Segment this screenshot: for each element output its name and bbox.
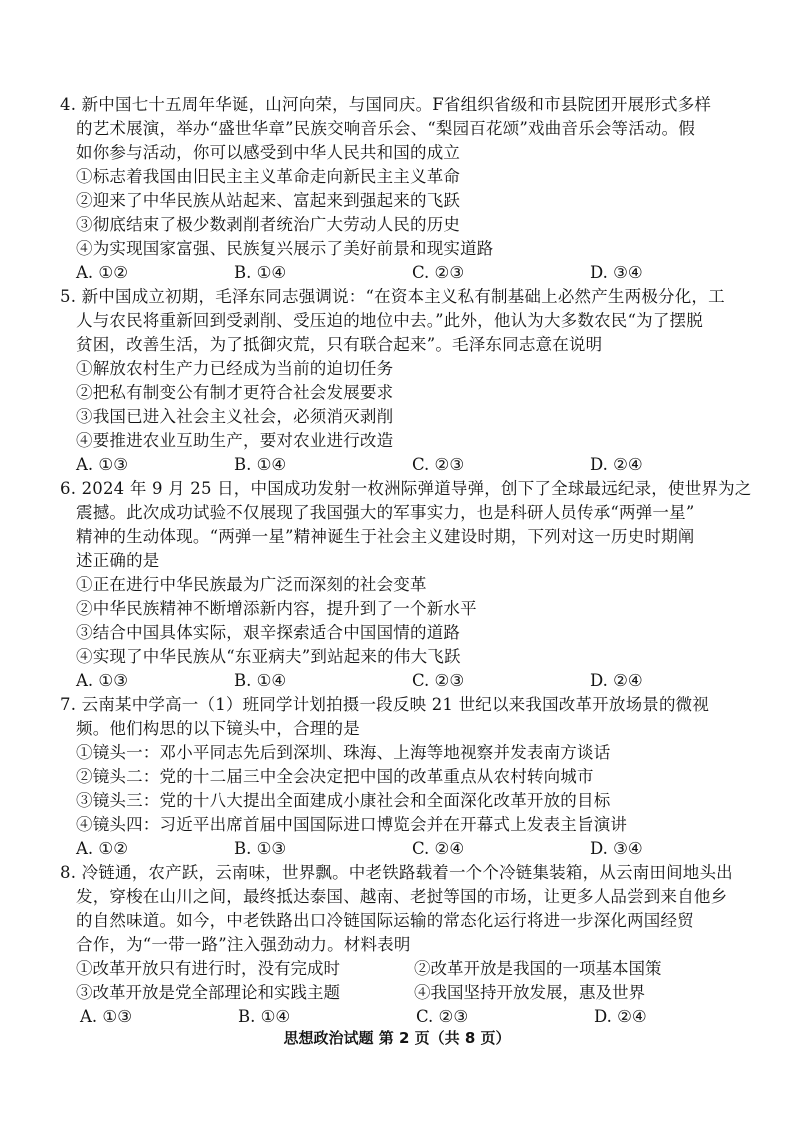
q6-option-b: B. ①④ bbox=[234, 671, 287, 690]
q8-option-b: B. ①④ bbox=[238, 1007, 291, 1026]
q8-stem-line-2: 发，穿梭在山川之间，最终抵达泰国、越南、老挝等国的市场，让更多人品尝到来自他乡 bbox=[76, 887, 728, 906]
q5-stem-line-1: 5. 新中国成立初期，毛泽东同志强调说：“在资本主义私有制基础上必然产生两极分化，工 bbox=[60, 287, 725, 306]
q6-stem-line-2: 震撼。此次成功试验不仅展现了我国强大的军事实力，也是科研人员传承“两弹一星” bbox=[76, 503, 695, 522]
q7-option-b: B. ①③ bbox=[234, 839, 287, 858]
q7-stem-line-2: 频。他们构思的以下镜头中，合理的是 bbox=[76, 719, 360, 738]
q7-statement-2: ②镜头二：党的十二届三中全会决定把中国的改革重点从农村转向城市 bbox=[76, 767, 594, 786]
q5-statement-4: ④要推进农业互助生产，要对农业进行改造 bbox=[76, 431, 394, 450]
q4-option-d: D. ③④ bbox=[590, 263, 643, 282]
q5-stem-line-3: 贫困，改善生活，为了抵御灾荒，只有联合起来”。毛泽东同志意在说明 bbox=[76, 335, 603, 354]
q6-stem-line-3: 精神的生动体现。“两弹一星”精神诞生于社会主义建设时期，下列对这一历史时期阐 bbox=[76, 527, 695, 546]
q5-option-d: D. ②④ bbox=[590, 455, 643, 474]
q6-statement-3: ③结合中国具体实际，艰辛探索适合中国国情的道路 bbox=[76, 623, 461, 642]
q8-stem-line-3: 的自然味道。如今，中老铁路出口冷链国际运输的常态化运行将进一步深化两国经贸 bbox=[76, 911, 694, 930]
q5-option-a: A. ①③ bbox=[76, 455, 128, 474]
q7-statement-1: ①镜头一：邓小平同志先后到深圳、珠海、上海等地视察并发表南方谈话 bbox=[76, 743, 611, 762]
q5-stem-line-2: 人与农民将重新回到受剥削、受压迫的地位中去。”此外，他认为大多数农民“为了摆脱 bbox=[76, 311, 703, 330]
q5-statement-2: ②把私有制变公有制才更符合社会发展要求 bbox=[76, 383, 394, 402]
q6-option-d: D. ②④ bbox=[590, 671, 643, 690]
q8-statement-2: ②改革开放是我国的一项基本国策 bbox=[414, 959, 662, 978]
q7-option-d: D. ③④ bbox=[590, 839, 643, 858]
q8-option-d: D. ②④ bbox=[594, 1007, 647, 1026]
q6-statement-2: ②中华民族精神不断增添新内容，提升到了一个新水平 bbox=[76, 599, 477, 618]
q6-option-a: A. ①③ bbox=[76, 671, 128, 690]
q7-statement-3: ③镜头三：党的十八大提出全面建成小康社会和全面深化改革开放的目标 bbox=[76, 791, 611, 810]
q6-statement-1: ①正在进行中华民族最为广泛而深刻的社会变革 bbox=[76, 575, 427, 594]
q4-stem-line-1: 4. 新中国七十五周年华诞，山河向荣，与国同庆。F省组织省级和市县院团开展形式多样 bbox=[60, 95, 712, 114]
q6-stem-line-4: 述正确的是 bbox=[76, 551, 160, 570]
q8-option-a: A. ①③ bbox=[80, 1007, 132, 1026]
q6-option-c: C. ②③ bbox=[412, 671, 465, 690]
q7-option-c: C. ②④ bbox=[412, 839, 465, 858]
q5-option-b: B. ①④ bbox=[234, 455, 287, 474]
q7-statement-4: ④镜头四：习近平出席首届中国国际进口博览会并在开幕式上发表主旨演讲 bbox=[76, 815, 628, 834]
q8-statement-3: ③改革开放是党全部理论和实践主题 bbox=[76, 983, 340, 1002]
q6-stem-line-1: 6. 2024 年 9 月 25 日，中国成功发射一枚洲际弹道导弹，创下了全球最远纪录，使世界为之 bbox=[60, 479, 752, 498]
q4-option-b: B. ①④ bbox=[234, 263, 287, 282]
q5-statement-1: ①解放农村生产力已经成为当前的迫切任务 bbox=[76, 359, 394, 378]
q7-option-a: A. ①② bbox=[76, 839, 128, 858]
page-footer: 思想政治试题 第 2 页（共 8 页） bbox=[283, 1029, 511, 1047]
q4-statement-3: ③彻底结束了极少数剥削者统治广大劳动人民的历史 bbox=[76, 215, 461, 234]
q4-statement-2: ②迎来了中华民族从站起来、富起来到强起来的飞跃 bbox=[76, 191, 461, 210]
q8-stem-line-1: 8. 冷链通，农产跃，云南味，世界飘。中老铁路载着一个个冷链集装箱，从云南田间地头出 bbox=[60, 863, 733, 882]
q4-stem-line-3: 如你参与活动，你可以感受到中华人民共和国的成立 bbox=[76, 143, 461, 162]
q4-option-c: C. ②③ bbox=[412, 263, 465, 282]
q8-statement-1: ①改革开放只有进行时，没有完成时 bbox=[76, 959, 340, 978]
q4-statement-1: ①标志着我国由旧民主主义革命走向新民主主义革命 bbox=[76, 167, 461, 186]
q5-option-c: C. ②③ bbox=[412, 455, 465, 474]
q4-statement-4: ④为实现国家富强、民族复兴展示了美好前景和现实道路 bbox=[76, 239, 494, 258]
q6-statement-4: ④实现了中华民族从“东亚病夫”到站起来的伟大飞跃 bbox=[76, 647, 461, 666]
q8-stem-line-4: 合作，为“一带一路”注入强劲动力。材料表明 bbox=[76, 935, 411, 954]
q8-statement-4: ④我国坚持开放发展，惠及世界 bbox=[414, 983, 645, 1002]
q4-stem-line-2: 的艺术展演，举办“盛世华章”民族交响音乐会、“梨园百花颂”戏曲音乐会等活动。假 bbox=[76, 119, 696, 138]
q5-statement-3: ③我国已进入社会主义社会，必须消灭剥削 bbox=[76, 407, 394, 426]
q4-option-a: A. ①② bbox=[76, 263, 128, 282]
q8-option-c: C. ②③ bbox=[416, 1007, 469, 1026]
q7-stem-line-1: 7. 云南某中学高一（1）班同学计划拍摄一段反映 21 世纪以来我国改革开放场景的微视 bbox=[60, 695, 710, 714]
